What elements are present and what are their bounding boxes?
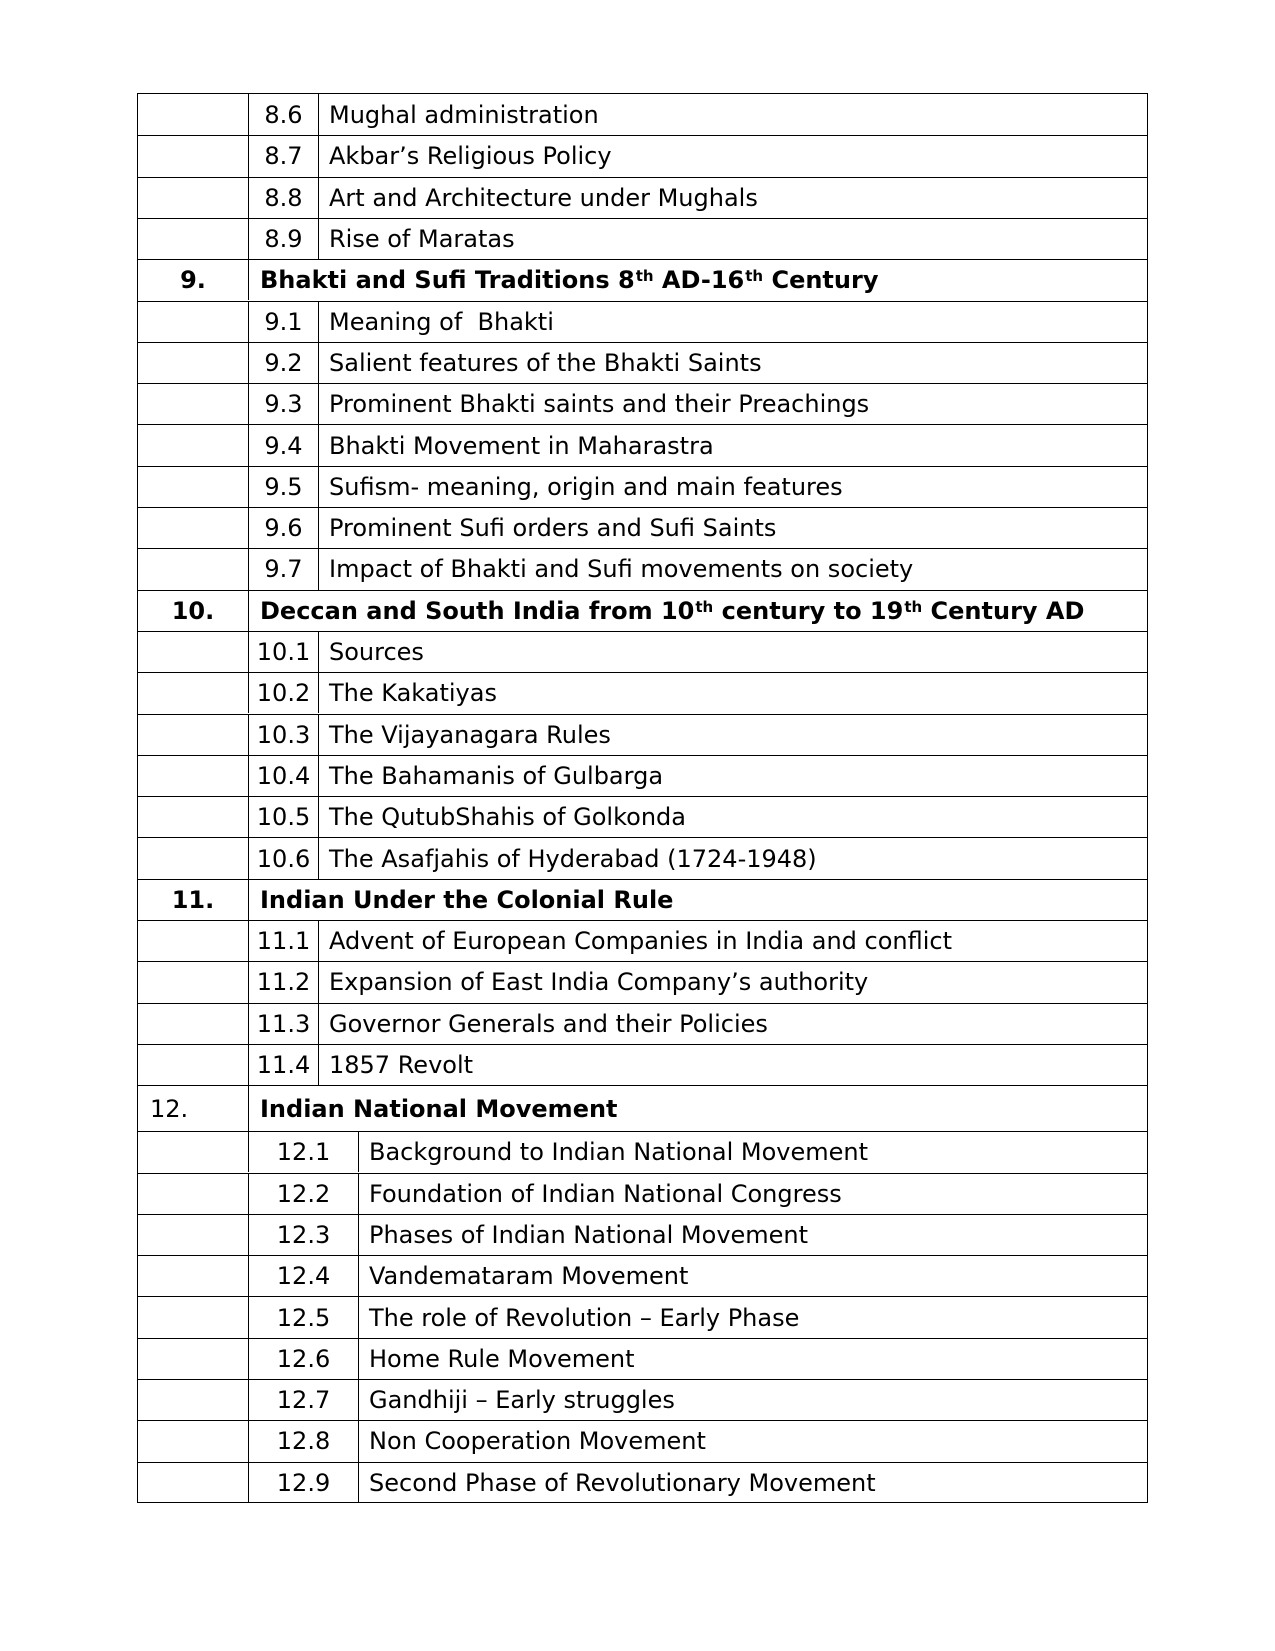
topic-row [138, 466, 1147, 507]
topic-number: 11.4 [249, 1045, 319, 1085]
topic-number: 10.6 [249, 838, 319, 878]
topic-number: 12.3 [249, 1215, 359, 1255]
topic-row [138, 1214, 1147, 1255]
unit-title-text: century to 19 [713, 596, 904, 625]
topic-number: 8.8 [249, 178, 319, 218]
topic-title: The Vijayanagara Rules [329, 720, 611, 749]
unit-cell-empty [138, 673, 249, 713]
topic-row [138, 383, 1147, 424]
topic-title: Home Rule Movement [369, 1344, 635, 1373]
topic-number: 12.1 [249, 1132, 359, 1172]
unit-title-text: Century AD [922, 596, 1085, 625]
topic-row [138, 1173, 1147, 1214]
unit-cell-empty [138, 962, 249, 1002]
topic-row [138, 1379, 1147, 1420]
topic-row [138, 1131, 1147, 1172]
topic-row [138, 755, 1147, 796]
topic-number: 10.3 [249, 715, 319, 755]
topic-title: Second Phase of Revolutionary Movement [369, 1468, 876, 1497]
topic-number: 12.4 [249, 1256, 359, 1296]
unit-cell-empty [138, 1004, 249, 1044]
unit-row [138, 879, 1147, 920]
unit-cell-empty [138, 549, 249, 589]
topic-number: 12.2 [249, 1174, 359, 1214]
topic-title: Mughal administration [329, 100, 599, 129]
topic-row [138, 1003, 1147, 1044]
unit-cell-empty [138, 632, 249, 672]
topic-title: Non Cooperation Movement [369, 1427, 706, 1456]
unit-cell-empty [138, 1132, 249, 1172]
unit-number: 9. [138, 260, 249, 300]
topic-title: The Kakatiyas [329, 679, 497, 708]
topic-title: The Asafjahis of Hyderabad (1724-1948) [329, 844, 817, 873]
topic-title: Sufism- meaning, origin and main features [329, 472, 843, 501]
topic-title: Art and Architecture under Mughals [329, 183, 758, 212]
unit-title-text: AD-16 [653, 266, 745, 295]
topic-number: 10.4 [249, 756, 319, 796]
topic-row [138, 631, 1147, 672]
topic-number: 11.2 [249, 962, 319, 1002]
unit-title [249, 1086, 1147, 1131]
topic-title: Advent of European Companies in India and conflict [329, 927, 952, 956]
topic-row [138, 920, 1147, 961]
topic-row [138, 135, 1147, 176]
unit-cell-empty [138, 343, 249, 383]
unit-cell-empty [138, 302, 249, 342]
unit-cell-empty [138, 1380, 249, 1420]
unit-cell-empty [138, 838, 249, 878]
topic-title: Prominent Sufi orders and Sufi Saints [329, 514, 777, 543]
unit-cell-empty [138, 1421, 249, 1461]
topic-row [138, 1255, 1147, 1296]
topic-row [138, 177, 1147, 218]
unit-cell-empty [138, 1463, 249, 1503]
unit-cell-empty [138, 797, 249, 837]
topic-title: Prominent Bhakti saints and their Preachings [329, 390, 870, 419]
unit-row [138, 590, 1147, 631]
topic-title: Expansion of East India Company’s authority [329, 968, 869, 997]
unit-title-text: Century [763, 266, 879, 295]
topic-title: 1857 Revolt [329, 1051, 474, 1080]
topic-number: 10.5 [249, 797, 319, 837]
topic-title: Phases of Indian National Movement [369, 1220, 809, 1249]
topic-title: Meaning of Bhakti [329, 307, 554, 336]
topic-row [138, 714, 1147, 755]
topic-title: Sources [329, 638, 424, 667]
syllabus-table [137, 93, 1148, 1503]
topic-row [138, 961, 1147, 1002]
unit-cell-empty [138, 94, 249, 135]
unit-number: 10. [138, 591, 249, 631]
topic-number: 9.2 [249, 343, 319, 383]
topic-number: 12.8 [249, 1421, 359, 1461]
unit-title: Deccan and South India from 10 $^{th}$ century to 19 $^{th}$ Century AD [260, 596, 1085, 625]
unit-cell-empty [138, 136, 249, 176]
unit-number: 12. [138, 1086, 249, 1131]
unit-cell-empty [138, 1256, 249, 1296]
unit-title-text: Indian Under the Colonial Rule [260, 885, 674, 914]
topic-title: The QutubShahis of Golkonda [329, 803, 686, 832]
topic-row [138, 1296, 1147, 1337]
unit-title-text: Bhakti and Sufi Traditions 8 [260, 266, 635, 295]
topic-row [138, 1044, 1147, 1085]
unit-title: Bhakti and Sufi Traditions 8 $^{th}$ AD-16 $^{th}$ Century [260, 266, 879, 295]
topic-number: 12.9 [249, 1463, 359, 1503]
unit-row [138, 259, 1147, 300]
unit-cell-empty [138, 1045, 249, 1085]
topic-row [138, 218, 1147, 259]
topic-number: 9.5 [249, 467, 319, 507]
unit-cell-empty [138, 178, 249, 218]
topic-title: Background to Indian National Movement [369, 1138, 869, 1167]
unit-cell-empty [138, 425, 249, 465]
topic-title: Governor Generals and their Policies [329, 1009, 768, 1038]
unit-title-text: Indian National Movement [260, 1094, 618, 1123]
unit-title [249, 880, 1147, 920]
topic-number: 8.9 [249, 219, 319, 259]
topic-number: 9.7 [249, 549, 319, 589]
topic-number: 12.5 [249, 1297, 359, 1337]
topic-title: Rise of Maratas [329, 225, 515, 254]
topic-number: 11.3 [249, 1004, 319, 1044]
topic-title: Vandemataram Movement [369, 1262, 689, 1291]
unit-number: 11. [138, 880, 249, 920]
topic-number: 8.7 [249, 136, 319, 176]
topic-row [138, 94, 1147, 135]
topic-number: 9.1 [249, 302, 319, 342]
topic-title: Akbar’s Religious Policy [329, 142, 612, 171]
unit-cell-empty [138, 384, 249, 424]
topic-row [138, 301, 1147, 342]
unit-cell-empty [138, 508, 249, 548]
topic-row [138, 342, 1147, 383]
topic-number: 10.2 [249, 673, 319, 713]
unit-cell-empty [138, 219, 249, 259]
topic-number: 9.6 [249, 508, 319, 548]
topic-row [138, 1420, 1147, 1461]
unit-title-text: Deccan and South India from 10 [260, 596, 695, 625]
topic-row [138, 1462, 1147, 1503]
topic-row [138, 1338, 1147, 1379]
topic-row [138, 837, 1147, 878]
topic-number: 8.6 [249, 94, 319, 135]
topic-number: 11.1 [249, 921, 319, 961]
unit-cell-empty [138, 756, 249, 796]
unit-cell-empty [138, 1339, 249, 1379]
topic-row [138, 424, 1147, 465]
topic-title: Salient features of the Bhakti Saints [329, 348, 762, 377]
unit-row [138, 1085, 1147, 1131]
topic-title: Foundation of Indian National Congress [369, 1179, 842, 1208]
topic-number: 12.6 [249, 1339, 359, 1379]
topic-number: 10.1 [249, 632, 319, 672]
topic-row [138, 548, 1147, 589]
topic-row [138, 672, 1147, 713]
topic-title: The role of Revolution – Early Phase [369, 1303, 800, 1332]
unit-cell-empty [138, 1215, 249, 1255]
unit-cell-empty [138, 1297, 249, 1337]
topic-number: 12.7 [249, 1380, 359, 1420]
topic-title: Impact of Bhakti and Sufi movements on society [329, 555, 914, 584]
unit-cell-empty [138, 921, 249, 961]
unit-cell-empty [138, 467, 249, 507]
topic-row [138, 507, 1147, 548]
unit-cell-empty [138, 1174, 249, 1214]
topic-title: Gandhiji – Early struggles [369, 1386, 675, 1415]
topic-row [138, 796, 1147, 837]
unit-cell-empty [138, 715, 249, 755]
topic-number: 9.4 [249, 425, 319, 465]
topic-title: The Bahamanis of Gulbarga [329, 761, 664, 790]
topic-number: 9.3 [249, 384, 319, 424]
topic-title: Bhakti Movement in Maharastra [329, 431, 714, 460]
